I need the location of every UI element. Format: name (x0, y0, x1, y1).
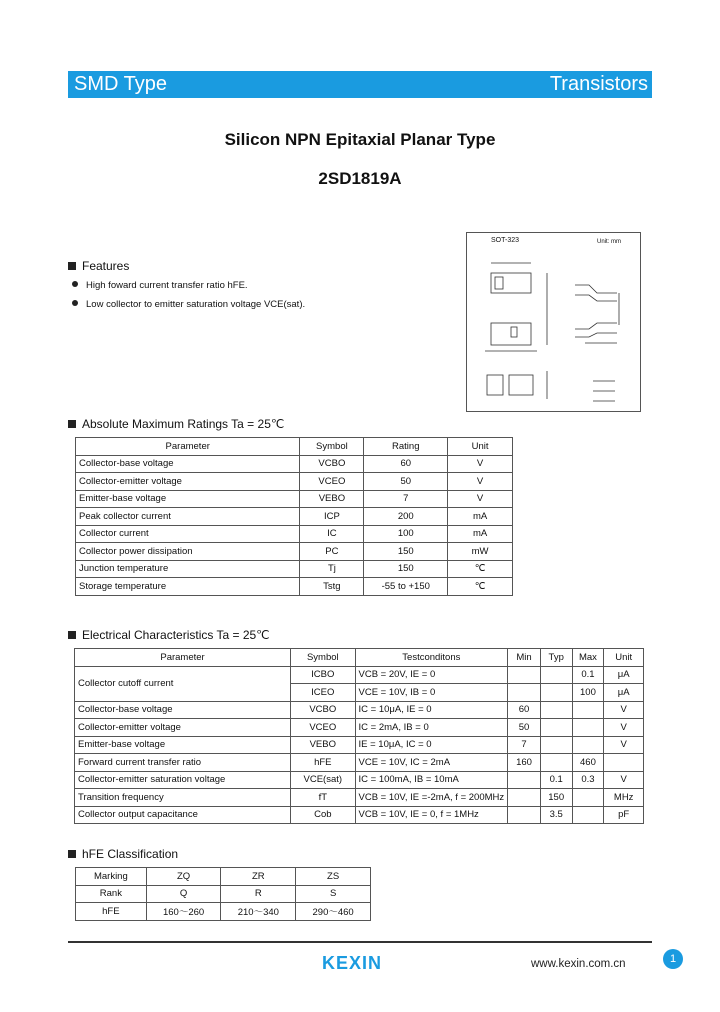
table-cell: IC = 10μA, IE = 0 (355, 701, 508, 719)
table-cell (572, 789, 604, 807)
table-cell (508, 684, 541, 702)
column-header: Unit (448, 438, 513, 456)
abs-max-heading: Absolute Maximum Ratings Ta = 25℃ (68, 417, 284, 431)
table-cell: Storage temperature (76, 578, 300, 596)
abs-max-table (75, 437, 513, 596)
table-cell: μA (604, 666, 644, 684)
table-cell: R (221, 885, 296, 903)
table-cell: 150 (540, 789, 572, 807)
part-number: 2SD1819A (318, 169, 402, 188)
table-cell: VCEO (300, 473, 364, 491)
table-cell (540, 754, 572, 772)
table-cell: VCE(sat) (291, 771, 355, 789)
table-row (76, 455, 513, 473)
table-cell (508, 771, 541, 789)
table-cell: V (448, 490, 513, 508)
table-cell (540, 666, 572, 684)
table-row (75, 771, 644, 789)
footer-url[interactable]: www.kexin.com.cn (531, 958, 626, 970)
table-cell: VCB = 10V, IE =-2mA, f = 200MHz (355, 789, 508, 807)
table-row (76, 885, 371, 903)
hfe-heading: hFE Classification (68, 847, 178, 861)
table-cell: 50 (508, 719, 541, 737)
table-header-row (75, 649, 644, 667)
table-cell: Collector-base voltage (75, 701, 291, 719)
table-cell: Collector cutoff current (75, 666, 291, 701)
hfe-table (75, 867, 371, 921)
table-cell: Forward current transfer ratio (75, 754, 291, 772)
square-bullet-icon (68, 420, 76, 428)
table-cell: VCEO (291, 719, 355, 737)
table-cell: mA (448, 508, 513, 526)
table-cell: Collector current (76, 525, 300, 543)
table-cell: ZS (296, 868, 371, 886)
package-outline-icon (467, 233, 640, 411)
table-cell (540, 736, 572, 754)
table-cell: V (604, 771, 644, 789)
features-heading: Features (68, 259, 129, 273)
table-cell: 100 (572, 684, 604, 702)
table-cell: IC = 2mA, IB = 0 (355, 719, 508, 737)
table-cell: V (448, 455, 513, 473)
table-cell: 150 (364, 560, 448, 578)
kexin-logo: KEXIN (322, 953, 383, 973)
table-cell: Tstg (300, 578, 364, 596)
table-cell: Tj (300, 560, 364, 578)
bullet-icon (72, 300, 78, 306)
feature-item: Low collector to emitter saturation voltage VCE(sat). (72, 299, 305, 310)
table-cell: 160～260 (146, 903, 221, 921)
table-cell: ICP (300, 508, 364, 526)
table-cell: Peak collector current (76, 508, 300, 526)
table-cell (604, 754, 644, 772)
table-cell: ℃ (448, 560, 513, 578)
table-row (75, 789, 644, 807)
table-cell: Collector-base voltage (76, 455, 300, 473)
table-row (76, 560, 513, 578)
table-cell: Collector-emitter voltage (75, 719, 291, 737)
table-row (76, 578, 513, 596)
table-cell: -55 to +150 (364, 578, 448, 596)
table-row (76, 490, 513, 508)
table-cell: Rank (76, 885, 147, 903)
table-cell: Marking (76, 868, 147, 886)
table-cell: mA (448, 525, 513, 543)
column-header: Rating (364, 438, 448, 456)
table-cell: V (604, 701, 644, 719)
table-row (76, 868, 371, 886)
table-cell: Emitter-base voltage (75, 736, 291, 754)
table-cell (508, 806, 541, 824)
table-row (75, 701, 644, 719)
table-cell: 7 (364, 490, 448, 508)
table-cell: IE = 10μA, IC = 0 (355, 736, 508, 754)
header-left: SMD Type (74, 73, 167, 95)
column-header: Typ (540, 649, 572, 667)
table-cell: μA (604, 684, 644, 702)
table-cell: ZQ (146, 868, 221, 886)
table-row (76, 525, 513, 543)
table-cell (572, 701, 604, 719)
table-cell: VCBO (300, 455, 364, 473)
column-header: Unit (604, 649, 644, 667)
table-cell: mW (448, 543, 513, 561)
table-cell: MHz (604, 789, 644, 807)
table-row (76, 508, 513, 526)
table-cell: Collector output capacitance (75, 806, 291, 824)
table-cell: Collector-emitter voltage (76, 473, 300, 491)
table-cell (508, 666, 541, 684)
column-header: Symbol (300, 438, 364, 456)
table-cell: pF (604, 806, 644, 824)
column-header: Symbol (291, 649, 355, 667)
table-cell: V (604, 719, 644, 737)
table-cell: 200 (364, 508, 448, 526)
table-cell: 0.3 (572, 771, 604, 789)
table-row (75, 719, 644, 737)
page-title: Silicon NPN Epitaxial Planar Type (224, 130, 496, 149)
table-cell: VCE = 10V, IB = 0 (355, 684, 508, 702)
package-name: SOT-323 (491, 237, 520, 244)
table-header-row (76, 438, 513, 456)
footer-divider (68, 941, 652, 943)
table-row (76, 543, 513, 561)
column-header: Min (508, 649, 541, 667)
table-cell: V (604, 736, 644, 754)
column-header: Parameter (76, 438, 300, 456)
table-cell: 210～340 (221, 903, 296, 921)
feature-item: High foward current transfer ratio hFE. (72, 280, 248, 291)
table-row (75, 736, 644, 754)
table-cell: 7 (508, 736, 541, 754)
table-cell: Transition frequency (75, 789, 291, 807)
table-cell: Collector power dissipation (76, 543, 300, 561)
elec-table (74, 648, 644, 824)
table-cell: 50 (364, 473, 448, 491)
bullet-icon (72, 281, 78, 287)
table-cell: Junction temperature (76, 560, 300, 578)
table-cell: IC = 100mA, IB = 10mA (355, 771, 508, 789)
table-cell: IC (300, 525, 364, 543)
table-cell (572, 736, 604, 754)
table-cell: Collector-emitter saturation voltage (75, 771, 291, 789)
table-row (75, 666, 644, 684)
table-cell: Emitter-base voltage (76, 490, 300, 508)
elec-heading: Electrical Characteristics Ta = 25℃ (68, 628, 270, 642)
table-cell: 60 (508, 701, 541, 719)
table-cell: Q (146, 885, 221, 903)
column-header: Parameter (75, 649, 291, 667)
table-row (75, 754, 644, 772)
table-cell: 150 (364, 543, 448, 561)
package-drawing (466, 232, 641, 412)
table-cell: ZR (221, 868, 296, 886)
table-cell: ℃ (448, 578, 513, 596)
table-cell: V (448, 473, 513, 491)
table-cell: 3.5 (540, 806, 572, 824)
table-row (75, 806, 644, 824)
table-cell: PC (300, 543, 364, 561)
table-cell: 460 (572, 754, 604, 772)
table-row (76, 473, 513, 491)
table-cell (572, 719, 604, 737)
table-cell: VCB = 20V, IE = 0 (355, 666, 508, 684)
package-unit: Unit: mm (597, 239, 621, 245)
table-cell: VEBO (291, 736, 355, 754)
header-right: Transistors (549, 73, 648, 95)
table-cell (540, 701, 572, 719)
table-cell: Cob (291, 806, 355, 824)
table-cell: 160 (508, 754, 541, 772)
column-header: Max (572, 649, 604, 667)
table-row (76, 903, 371, 921)
table-cell: hFE (291, 754, 355, 772)
table-cell: VCBO (291, 701, 355, 719)
table-cell: S (296, 885, 371, 903)
table-cell: ICBO (291, 666, 355, 684)
table-cell: hFE (76, 903, 147, 921)
table-cell: VCE = 10V, IC = 2mA (355, 754, 508, 772)
table-cell (540, 719, 572, 737)
square-bullet-icon (68, 631, 76, 639)
page-number: 1 (663, 949, 683, 969)
square-bullet-icon (68, 262, 76, 270)
table-cell: 60 (364, 455, 448, 473)
table-cell: 0.1 (572, 666, 604, 684)
table-cell: fT (291, 789, 355, 807)
table-cell: 100 (364, 525, 448, 543)
table-cell (540, 684, 572, 702)
table-cell: 290～460 (296, 903, 371, 921)
table-cell (572, 806, 604, 824)
table-cell: VCB = 10V, IE = 0, f = 1MHz (355, 806, 508, 824)
column-header: Testconditons (355, 649, 508, 667)
table-cell: 0.1 (540, 771, 572, 789)
square-bullet-icon (68, 850, 76, 858)
table-cell: VEBO (300, 490, 364, 508)
table-cell: ICEO (291, 684, 355, 702)
table-cell (508, 789, 541, 807)
header-banner (68, 71, 652, 98)
